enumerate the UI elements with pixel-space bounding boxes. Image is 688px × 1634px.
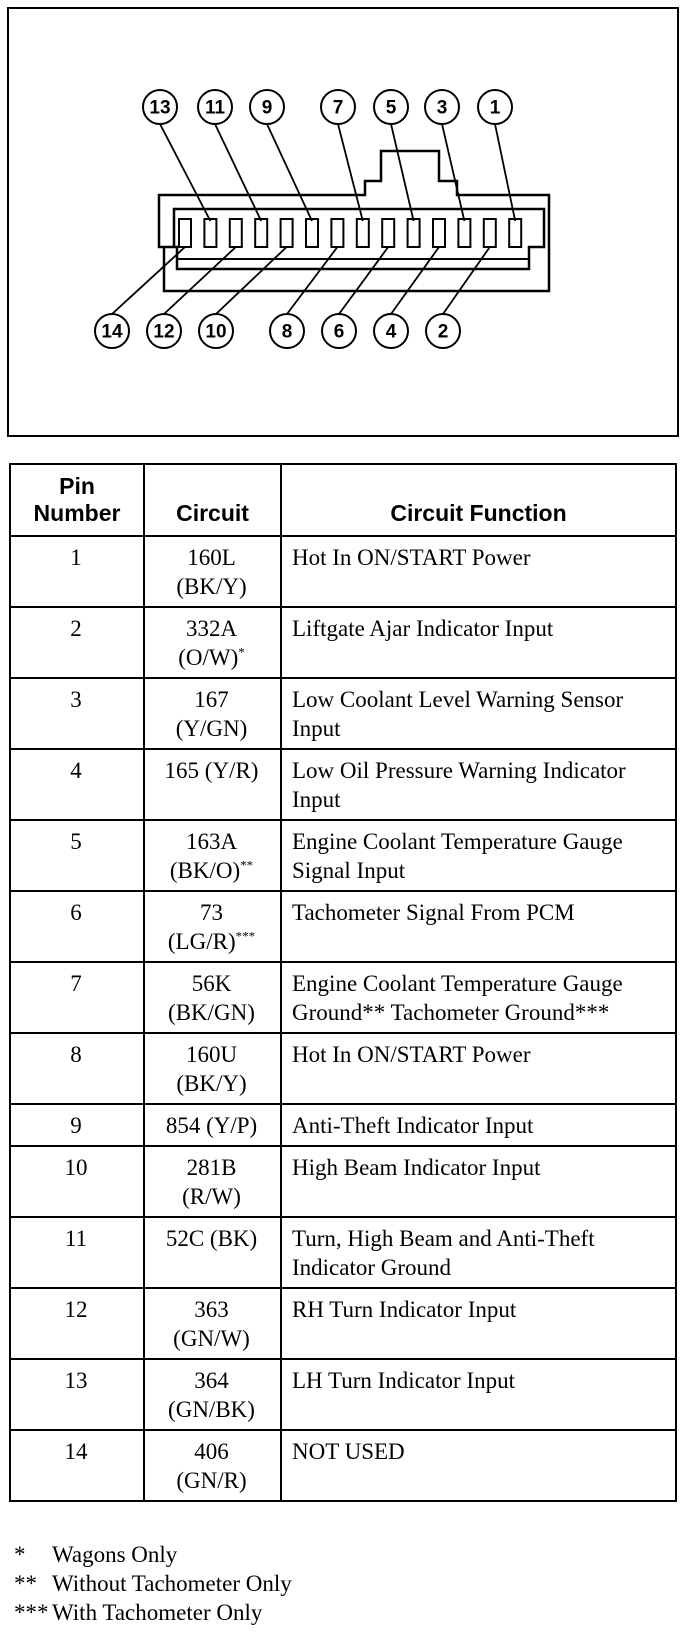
footnote-text: Without Tachometer Only bbox=[52, 1571, 292, 1596]
leader-line-5 bbox=[391, 124, 414, 221]
circuit-code: 163A bbox=[185, 829, 238, 854]
pin-callout-label-8: 8 bbox=[281, 321, 293, 343]
footnote-mark: * bbox=[238, 644, 245, 660]
circuit-wire-color: (R/W) bbox=[182, 1184, 241, 1209]
circuit-wire-color: (BK/Y) bbox=[176, 1071, 247, 1096]
pin-number-cell: 14 bbox=[10, 1430, 144, 1501]
pin-number-cell: 8 bbox=[10, 1033, 144, 1104]
pin-callout-label-9: 9 bbox=[261, 97, 273, 119]
leader-line-10 bbox=[216, 247, 287, 314]
circuit-wire-color: (LG/R)*** bbox=[167, 928, 256, 954]
circuit-function-cell: Engine Coolant Temperature Gauge Signal Input bbox=[281, 820, 676, 891]
leader-line-2 bbox=[443, 247, 490, 314]
circuit-function-cell: Hot In ON/START Power bbox=[281, 1033, 676, 1104]
table-row bbox=[10, 607, 676, 678]
circuit-wire-color: (GN/R) bbox=[176, 1468, 247, 1493]
circuit-function-cell: Hot In ON/START Power bbox=[281, 536, 676, 607]
table-row bbox=[10, 536, 676, 607]
circuit-wire-color: (Y/GN) bbox=[175, 716, 248, 741]
table-row bbox=[10, 1430, 676, 1501]
circuit-code: 364 bbox=[194, 1368, 229, 1393]
circuit-cell bbox=[144, 749, 281, 820]
circuit-function-cell: Engine Coolant Temperature Gauge Ground** Tachometer Ground*** bbox=[281, 962, 676, 1033]
pin-number-cell: 3 bbox=[10, 678, 144, 749]
pin-callout-label-14: 14 bbox=[101, 321, 123, 343]
header-pin-number bbox=[10, 464, 144, 536]
footnotes bbox=[14, 1540, 292, 1627]
footnote bbox=[14, 1598, 292, 1627]
circuit-cell bbox=[144, 1146, 281, 1217]
circuit-wire-color: (O/W)* bbox=[178, 644, 245, 670]
circuit-cell bbox=[144, 1104, 281, 1146]
circuit-cell bbox=[144, 962, 281, 1033]
table-row bbox=[10, 1288, 676, 1359]
pin-number-cell: 1 bbox=[10, 536, 144, 607]
pin-callout-label-3: 3 bbox=[436, 97, 448, 119]
circuit-function-cell: Low Coolant Level Warning Sensor Input bbox=[281, 678, 676, 749]
pin-callout-label-5: 5 bbox=[385, 97, 397, 119]
footnote-symbol: * bbox=[14, 1542, 26, 1567]
circuit-function-cell: Tachometer Signal From PCM bbox=[281, 891, 676, 962]
header-pin-line2: Number bbox=[33, 500, 121, 526]
footnote-text: Wagons Only bbox=[52, 1542, 178, 1567]
leader-line-4 bbox=[391, 247, 439, 314]
terminal-slot-10 bbox=[281, 219, 293, 247]
footnote-mark: *** bbox=[235, 928, 256, 944]
circuit-code: 165 (Y/R) bbox=[164, 758, 259, 783]
table-row bbox=[10, 891, 676, 962]
pin-number-cell: 12 bbox=[10, 1288, 144, 1359]
pin-callout-label-1: 1 bbox=[489, 97, 501, 119]
footnote-text: With Tachometer Only bbox=[52, 1600, 263, 1625]
table-row bbox=[10, 1146, 676, 1217]
circuit-code: 56K bbox=[191, 971, 232, 996]
circuit-code: 52C (BK) bbox=[165, 1226, 258, 1251]
circuit-function-cell: Turn, High Beam and Anti-Theft Indicator Ground bbox=[281, 1217, 676, 1288]
pin-number-cell: 4 bbox=[10, 749, 144, 820]
pin-number-cell: 2 bbox=[10, 607, 144, 678]
footnote-symbol: *** bbox=[14, 1600, 49, 1625]
circuit-cell bbox=[144, 1217, 281, 1288]
table-row bbox=[10, 678, 676, 749]
circuit-function-cell: Low Oil Pressure Warning Indicator Input bbox=[281, 749, 676, 820]
circuit-cell bbox=[144, 678, 281, 749]
pin-number-cell: 7 bbox=[10, 962, 144, 1033]
circuit-wire-color: (BK/O)** bbox=[169, 857, 254, 883]
circuit-code: 73 bbox=[200, 900, 223, 925]
terminal-slot-9 bbox=[306, 219, 318, 247]
circuit-function-cell: Anti-Theft Indicator Input bbox=[281, 1104, 676, 1146]
terminal-slot-8 bbox=[331, 219, 343, 247]
table-row bbox=[10, 962, 676, 1033]
header-circuit: Circuit bbox=[144, 464, 281, 536]
circuit-wire-color: (BK/Y) bbox=[176, 574, 247, 599]
circuit-cell bbox=[144, 820, 281, 891]
pin-number-cell: 6 bbox=[10, 891, 144, 962]
leader-line-8 bbox=[287, 247, 337, 314]
terminal-slot-1 bbox=[509, 219, 521, 247]
terminal-slot-11 bbox=[255, 219, 267, 247]
pin-callout-label-13: 13 bbox=[149, 97, 171, 119]
circuit-cell bbox=[144, 891, 281, 962]
table-row bbox=[10, 1033, 676, 1104]
circuit-code: 854 (Y/P) bbox=[165, 1113, 258, 1138]
connector-drawing bbox=[9, 9, 677, 435]
pin-callout-label-11: 11 bbox=[204, 97, 226, 119]
circuit-code: 363 bbox=[194, 1297, 229, 1322]
terminal-slot-2 bbox=[484, 219, 496, 247]
footnote-symbol: ** bbox=[14, 1571, 37, 1596]
terminal-slot-14 bbox=[179, 219, 191, 247]
header-pin-line1: Pin bbox=[59, 473, 95, 499]
circuit-wire-color: (GN/BK) bbox=[168, 1397, 255, 1422]
pin-number-cell: 11 bbox=[10, 1217, 144, 1288]
terminal-slot-3 bbox=[458, 219, 470, 247]
circuit-cell bbox=[144, 1359, 281, 1430]
circuit-code: 160U bbox=[185, 1042, 238, 1067]
footnote bbox=[14, 1569, 292, 1598]
header-circuit-function: Circuit Function bbox=[281, 464, 676, 536]
pin-callout-label-12: 12 bbox=[153, 321, 175, 343]
pin-callout-label-10: 10 bbox=[205, 321, 227, 343]
pin-number-cell: 10 bbox=[10, 1146, 144, 1217]
pin-number-cell: 13 bbox=[10, 1359, 144, 1430]
footnote bbox=[14, 1540, 292, 1569]
pin-callout-label-4: 4 bbox=[385, 321, 397, 343]
leader-line-11 bbox=[215, 124, 261, 221]
table-row bbox=[10, 1104, 676, 1146]
pin-callout-label-7: 7 bbox=[332, 97, 344, 119]
circuit-code: 167 bbox=[194, 687, 229, 712]
terminal-slot-7 bbox=[357, 219, 369, 247]
circuit-code: 332A bbox=[185, 616, 238, 641]
circuit-function-cell: NOT USED bbox=[281, 1430, 676, 1501]
table-header-row bbox=[10, 464, 676, 536]
circuit-code: 160L bbox=[187, 545, 236, 570]
circuit-cell bbox=[144, 536, 281, 607]
pin-callout-label-6: 6 bbox=[333, 321, 345, 343]
leader-line-1 bbox=[495, 124, 515, 221]
pin-table bbox=[9, 463, 677, 1502]
leader-line-13 bbox=[160, 124, 210, 221]
circuit-cell bbox=[144, 607, 281, 678]
circuit-function-cell: Liftgate Ajar Indicator Input bbox=[281, 607, 676, 678]
footnote-mark: ** bbox=[240, 857, 254, 873]
table-row bbox=[10, 820, 676, 891]
table-row bbox=[10, 1359, 676, 1430]
circuit-code: 406 bbox=[194, 1439, 229, 1464]
terminal-slot-13 bbox=[204, 219, 216, 247]
table-row bbox=[10, 1217, 676, 1288]
connector-diagram bbox=[7, 7, 679, 437]
circuit-cell bbox=[144, 1430, 281, 1501]
terminal-slot-5 bbox=[408, 219, 420, 247]
terminal-slot-12 bbox=[230, 219, 242, 247]
table-row bbox=[10, 749, 676, 820]
leader-line-6 bbox=[339, 247, 388, 314]
pin-number-cell: 5 bbox=[10, 820, 144, 891]
circuit-cell bbox=[144, 1033, 281, 1104]
leader-line-3 bbox=[442, 124, 464, 221]
circuit-code: 281B bbox=[186, 1155, 237, 1180]
circuit-function-cell: High Beam Indicator Input bbox=[281, 1146, 676, 1217]
terminal-slot-6 bbox=[382, 219, 394, 247]
circuit-function-cell: LH Turn Indicator Input bbox=[281, 1359, 676, 1430]
circuit-cell bbox=[144, 1288, 281, 1359]
circuit-wire-color: (BK/GN) bbox=[168, 1000, 255, 1025]
pin-callout-label-2: 2 bbox=[437, 321, 449, 343]
pin-number-cell: 9 bbox=[10, 1104, 144, 1146]
circuit-wire-color: (GN/W) bbox=[173, 1326, 250, 1351]
terminal-slot-4 bbox=[433, 219, 445, 247]
leader-line-7 bbox=[338, 124, 363, 221]
leader-line-9 bbox=[267, 124, 312, 221]
circuit-function-cell: RH Turn Indicator Input bbox=[281, 1288, 676, 1359]
